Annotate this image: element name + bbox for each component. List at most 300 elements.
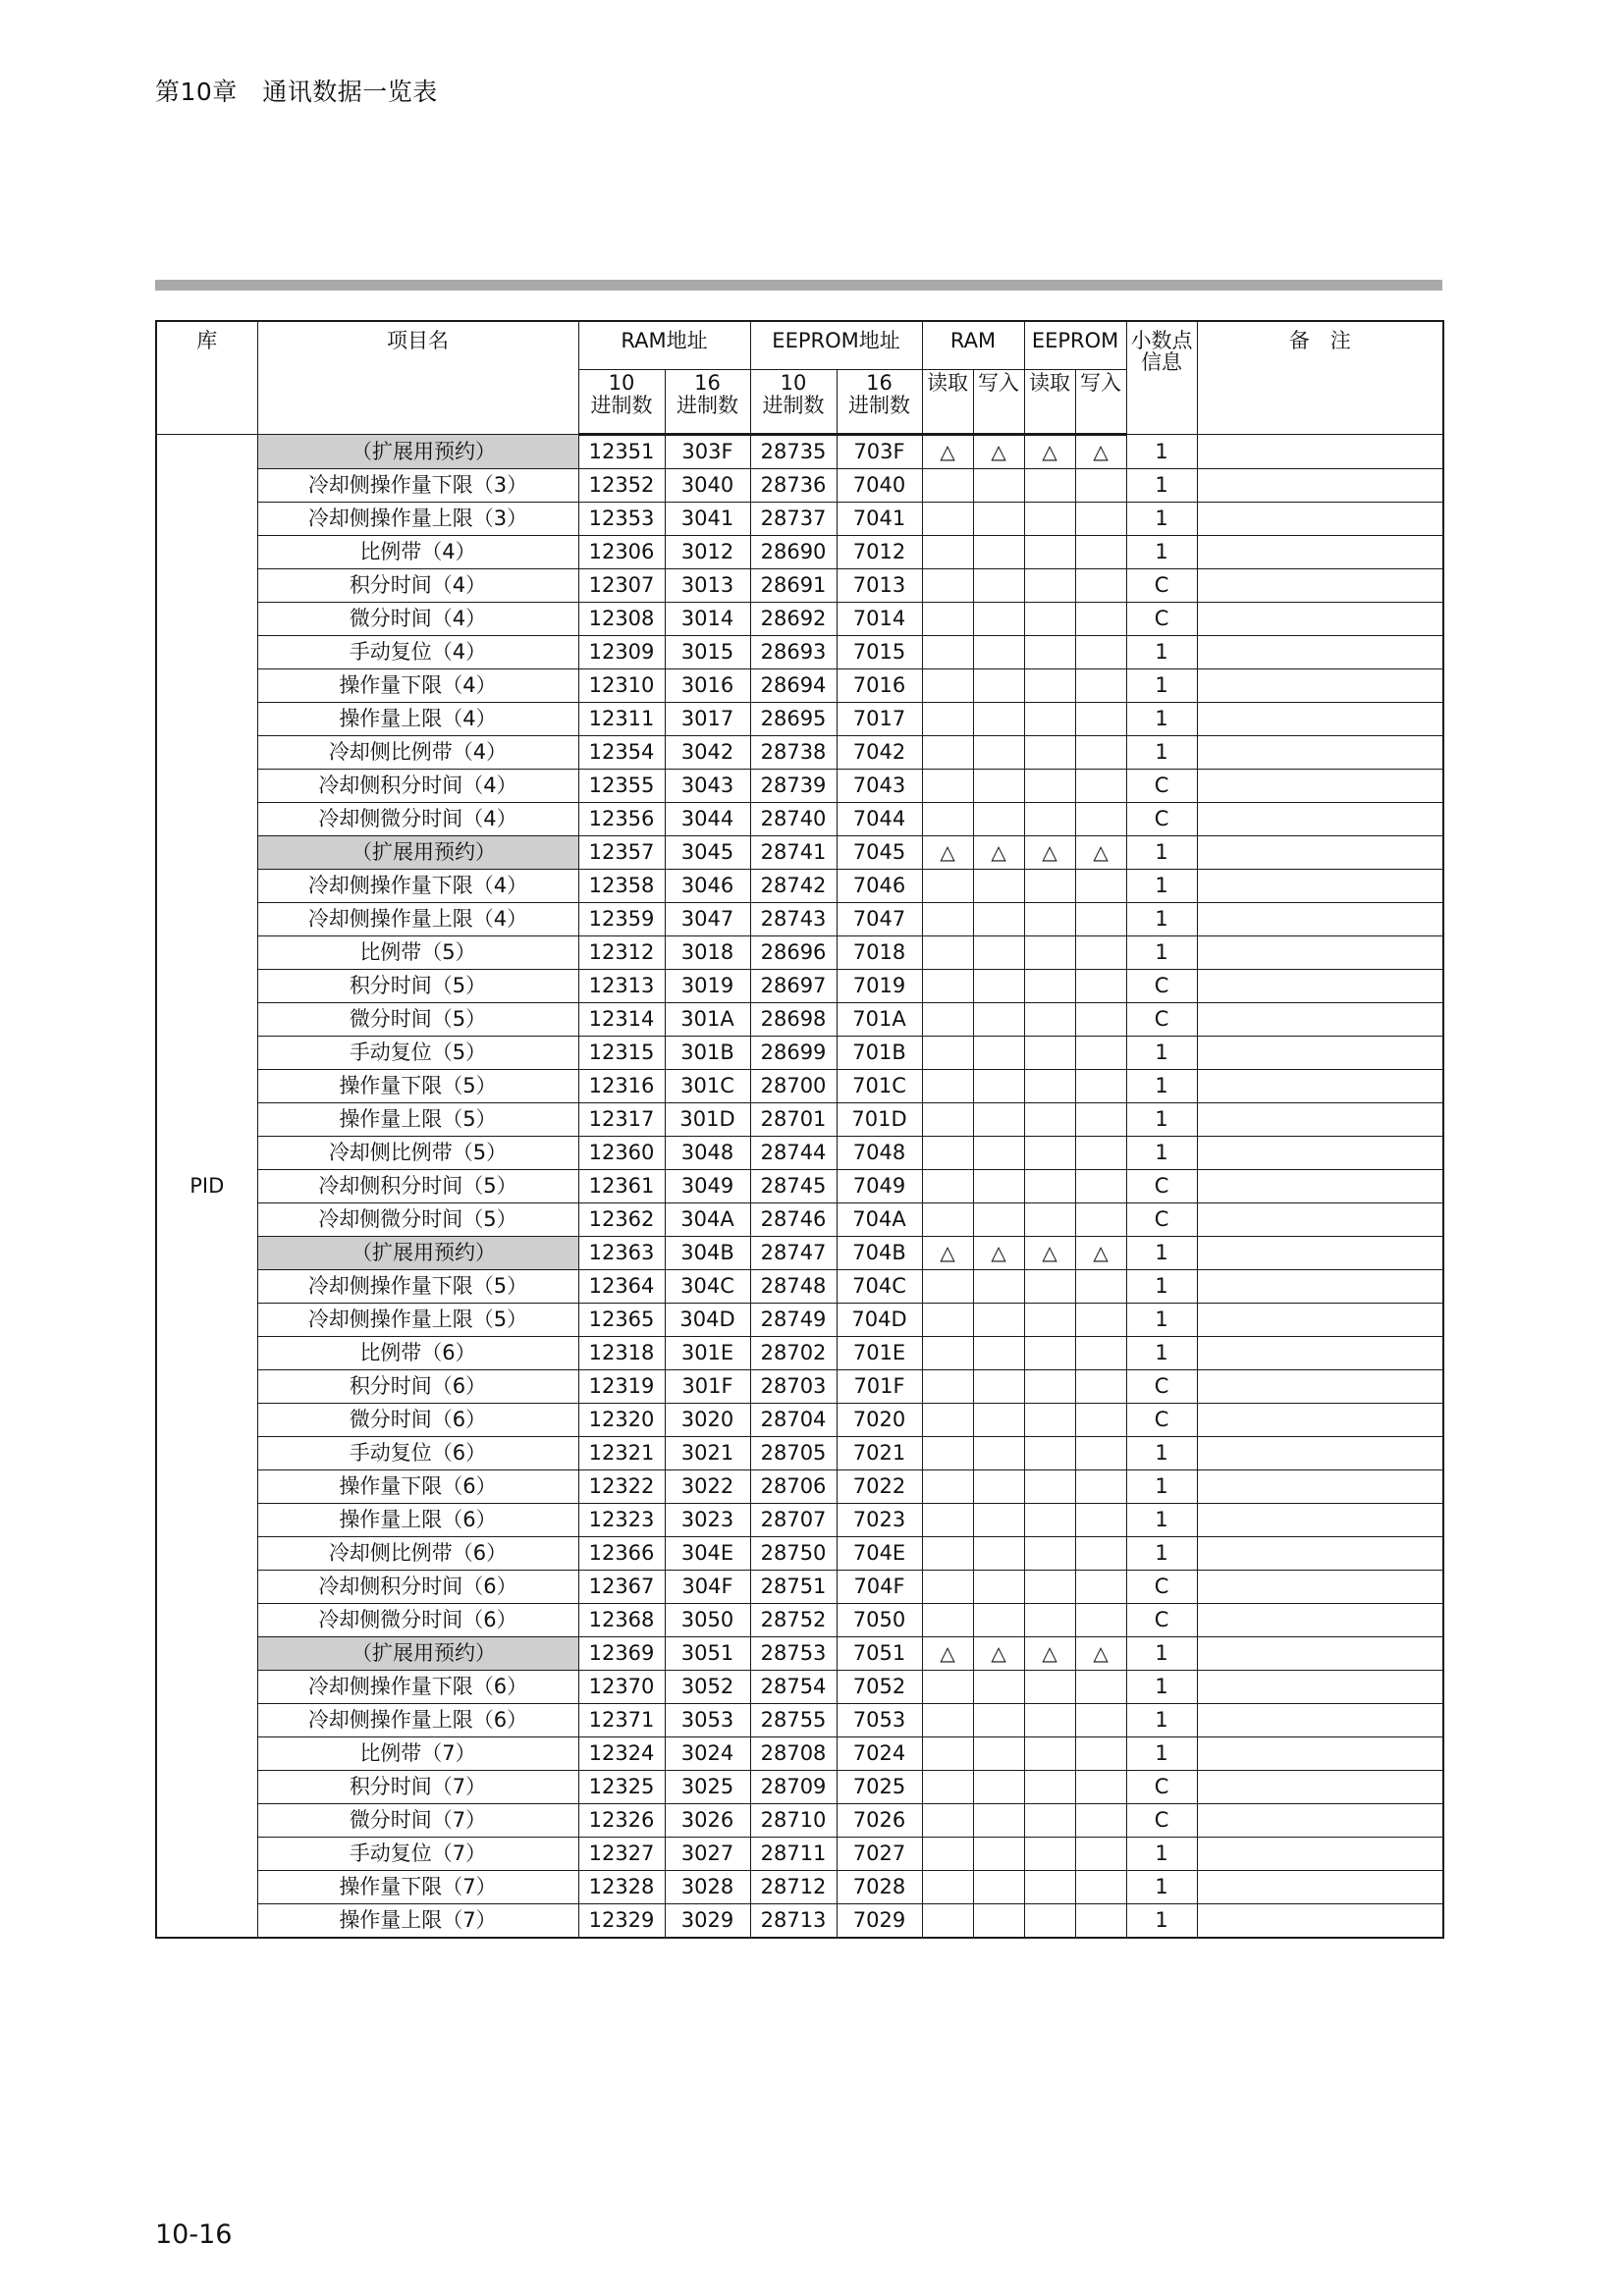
eeprom-hex-cell: 7012 bbox=[837, 536, 922, 569]
eeprom-dec-cell: 28696 bbox=[750, 936, 837, 970]
ram-read-cell bbox=[922, 1904, 973, 1939]
remarks-cell bbox=[1197, 1804, 1443, 1838]
eeprom-read-cell bbox=[1024, 903, 1075, 936]
decimal-info-cell: 1 bbox=[1126, 1537, 1197, 1571]
table-row bbox=[156, 469, 1443, 503]
ram-hex-cell: 3017 bbox=[665, 703, 750, 736]
eeprom-dec-cell: 28699 bbox=[750, 1037, 837, 1070]
table-row bbox=[156, 1337, 1443, 1370]
ram-write-cell bbox=[973, 803, 1024, 836]
table-row bbox=[156, 1404, 1443, 1437]
item-name-cell: 冷却侧操作量上限（3） bbox=[257, 503, 578, 536]
eeprom-hex-cell: 7029 bbox=[837, 1904, 922, 1939]
eeprom-dec-cell: 28749 bbox=[750, 1304, 837, 1337]
eeprom-write-cell bbox=[1075, 1304, 1126, 1337]
eeprom-dec-cell: 28706 bbox=[750, 1470, 837, 1504]
header-library: 库 bbox=[156, 321, 257, 435]
eeprom-read-cell: △ bbox=[1024, 1637, 1075, 1671]
ram-read-cell bbox=[922, 703, 973, 736]
eeprom-dec-cell: 28701 bbox=[750, 1103, 837, 1137]
ram-read-cell bbox=[922, 1304, 973, 1337]
header-eeprom-hex-line2: 进制数 bbox=[848, 394, 911, 418]
ram-hex-cell: 3040 bbox=[665, 469, 750, 503]
eeprom-hex-cell: 7028 bbox=[837, 1871, 922, 1904]
ram-read-cell bbox=[922, 1003, 973, 1037]
ram-dec-cell: 12367 bbox=[578, 1571, 665, 1604]
eeprom-write-cell bbox=[1075, 603, 1126, 636]
eeprom-write-cell bbox=[1075, 1604, 1126, 1637]
item-name-cell: 冷却侧操作量上限（5） bbox=[257, 1304, 578, 1337]
eeprom-read-cell bbox=[1024, 1370, 1075, 1404]
eeprom-read-cell bbox=[1024, 1170, 1075, 1203]
ram-read-cell bbox=[922, 1771, 973, 1804]
table-row bbox=[156, 1737, 1443, 1771]
eeprom-dec-cell: 28753 bbox=[750, 1637, 837, 1671]
eeprom-read-cell bbox=[1024, 636, 1075, 669]
ram-read-cell bbox=[922, 736, 973, 770]
remarks-cell bbox=[1197, 603, 1443, 636]
ram-dec-cell: 12325 bbox=[578, 1771, 665, 1804]
eeprom-read-cell bbox=[1024, 503, 1075, 536]
eeprom-write-cell bbox=[1075, 1037, 1126, 1070]
eeprom-dec-cell: 28703 bbox=[750, 1370, 837, 1404]
eeprom-read-cell bbox=[1024, 736, 1075, 770]
remarks-cell bbox=[1197, 469, 1443, 503]
ram-hex-cell: 301E bbox=[665, 1337, 750, 1370]
ram-hex-cell: 301D bbox=[665, 1103, 750, 1137]
ram-dec-cell: 12314 bbox=[578, 1003, 665, 1037]
ram-hex-cell: 3024 bbox=[665, 1737, 750, 1771]
header-ram-write: 写入 bbox=[973, 370, 1024, 435]
eeprom-hex-cell: 704D bbox=[837, 1304, 922, 1337]
table-row bbox=[156, 1904, 1443, 1939]
eeprom-read-cell bbox=[1024, 1504, 1075, 1537]
decimal-info-cell: C bbox=[1126, 1604, 1197, 1637]
item-name-cell: 微分时间（7） bbox=[257, 1804, 578, 1838]
eeprom-dec-cell: 28735 bbox=[750, 435, 837, 469]
ram-write-cell bbox=[973, 770, 1024, 803]
eeprom-read-cell bbox=[1024, 669, 1075, 703]
item-name-cell: 操作量下限（5） bbox=[257, 1070, 578, 1103]
ram-read-cell bbox=[922, 936, 973, 970]
eeprom-write-cell bbox=[1075, 1270, 1126, 1304]
ram-hex-cell: 3014 bbox=[665, 603, 750, 636]
eeprom-read-cell bbox=[1024, 1871, 1075, 1904]
remarks-cell bbox=[1197, 1070, 1443, 1103]
ram-write-cell bbox=[973, 1904, 1024, 1939]
decimal-info-cell: 1 bbox=[1126, 636, 1197, 669]
ram-hex-cell: 3051 bbox=[665, 1637, 750, 1671]
decimal-info-cell: 1 bbox=[1126, 1838, 1197, 1871]
ram-read-cell: △ bbox=[922, 836, 973, 870]
chapter-title: 第10章 通讯数据一览表 bbox=[155, 78, 438, 106]
ram-hex-cell: 304F bbox=[665, 1571, 750, 1604]
ram-write-cell bbox=[973, 1704, 1024, 1737]
decimal-info-cell: 1 bbox=[1126, 1270, 1197, 1304]
eeprom-dec-cell: 28691 bbox=[750, 569, 837, 603]
eeprom-write-cell: △ bbox=[1075, 1637, 1126, 1671]
remarks-cell bbox=[1197, 1370, 1443, 1404]
remarks-cell bbox=[1197, 836, 1443, 870]
remarks-cell bbox=[1197, 1771, 1443, 1804]
eeprom-read-cell bbox=[1024, 1604, 1075, 1637]
ram-dec-cell: 12320 bbox=[578, 1404, 665, 1437]
ram-write-cell bbox=[973, 736, 1024, 770]
ram-write-cell: △ bbox=[973, 1637, 1024, 1671]
item-name-cell: 积分时间（6） bbox=[257, 1370, 578, 1404]
ram-write-cell bbox=[973, 469, 1024, 503]
eeprom-hex-cell: 7040 bbox=[837, 469, 922, 503]
eeprom-read-cell bbox=[1024, 1437, 1075, 1470]
ram-hex-cell: 3015 bbox=[665, 636, 750, 669]
eeprom-read-cell bbox=[1024, 1037, 1075, 1070]
eeprom-read-cell bbox=[1024, 1337, 1075, 1370]
decimal-info-cell: C bbox=[1126, 1571, 1197, 1604]
ram-hex-cell: 304D bbox=[665, 1304, 750, 1337]
ram-read-cell bbox=[922, 503, 973, 536]
ram-read-cell bbox=[922, 1137, 973, 1170]
decimal-info-cell: 1 bbox=[1126, 1137, 1197, 1170]
item-name-cell: 积分时间（4） bbox=[257, 569, 578, 603]
ram-hex-cell: 3018 bbox=[665, 936, 750, 970]
eeprom-dec-cell: 28705 bbox=[750, 1437, 837, 1470]
ram-read-cell: △ bbox=[922, 1637, 973, 1671]
ram-write-cell bbox=[973, 1070, 1024, 1103]
remarks-cell bbox=[1197, 1671, 1443, 1704]
header-eeprom-write: 写入 bbox=[1075, 370, 1126, 435]
remarks-cell bbox=[1197, 1103, 1443, 1137]
eeprom-write-cell bbox=[1075, 1137, 1126, 1170]
item-name-cell: 冷却侧操作量上限（6） bbox=[257, 1704, 578, 1737]
eeprom-read-cell bbox=[1024, 1304, 1075, 1337]
decimal-info-cell: 1 bbox=[1126, 736, 1197, 770]
decimal-info-cell: C bbox=[1126, 1203, 1197, 1237]
ram-dec-cell: 12309 bbox=[578, 636, 665, 669]
ram-dec-cell: 12317 bbox=[578, 1103, 665, 1137]
ram-write-cell: △ bbox=[973, 435, 1024, 469]
item-name-cell: （扩展用预约） bbox=[257, 1237, 578, 1270]
communication-data-table bbox=[155, 320, 1444, 1939]
item-name-cell: 冷却侧微分时间（5） bbox=[257, 1203, 578, 1237]
ram-hex-cell: 3029 bbox=[665, 1904, 750, 1939]
header-ram: RAM bbox=[922, 321, 1024, 370]
decimal-info-cell: 1 bbox=[1126, 1337, 1197, 1370]
ram-write-cell bbox=[973, 1604, 1024, 1637]
ram-hex-cell: 3020 bbox=[665, 1404, 750, 1437]
eeprom-dec-cell: 28743 bbox=[750, 903, 837, 936]
item-name-cell: 手动复位（7） bbox=[257, 1838, 578, 1871]
ram-dec-cell: 12316 bbox=[578, 1070, 665, 1103]
header-ram-hex-line2: 进制数 bbox=[677, 394, 738, 418]
decimal-info-cell: 1 bbox=[1126, 469, 1197, 503]
ram-dec-cell: 12312 bbox=[578, 936, 665, 970]
ram-write-cell bbox=[973, 1003, 1024, 1037]
eeprom-dec-cell: 28745 bbox=[750, 1170, 837, 1203]
ram-dec-cell: 12357 bbox=[578, 836, 665, 870]
table-row bbox=[156, 1504, 1443, 1537]
eeprom-dec-cell: 28744 bbox=[750, 1137, 837, 1170]
ram-hex-cell: 3026 bbox=[665, 1804, 750, 1838]
ram-write-cell bbox=[973, 503, 1024, 536]
ram-read-cell bbox=[922, 469, 973, 503]
eeprom-hex-cell: 701A bbox=[837, 1003, 922, 1037]
ram-write-cell bbox=[973, 703, 1024, 736]
ram-dec-cell: 12310 bbox=[578, 669, 665, 703]
eeprom-read-cell bbox=[1024, 569, 1075, 603]
ram-read-cell bbox=[922, 1070, 973, 1103]
header-eeprom-hex-line1: 16 bbox=[866, 371, 893, 395]
item-name-cell: 操作量上限（7） bbox=[257, 1904, 578, 1939]
eeprom-hex-cell: 701B bbox=[837, 1037, 922, 1070]
ram-hex-cell: 301B bbox=[665, 1037, 750, 1070]
item-name-cell: 冷却侧比例带（6） bbox=[257, 1537, 578, 1571]
ram-read-cell bbox=[922, 536, 973, 569]
table-row bbox=[156, 1037, 1443, 1070]
item-name-cell: 冷却侧比例带（4） bbox=[257, 736, 578, 770]
item-name-cell: 比例带（5） bbox=[257, 936, 578, 970]
eeprom-read-cell bbox=[1024, 1537, 1075, 1571]
eeprom-dec-cell: 28739 bbox=[750, 770, 837, 803]
ram-write-cell bbox=[973, 1304, 1024, 1337]
decimal-info-cell: 1 bbox=[1126, 1103, 1197, 1137]
ram-write-cell bbox=[973, 1804, 1024, 1838]
item-name-cell: 冷却侧操作量下限（5） bbox=[257, 1270, 578, 1304]
ram-read-cell: △ bbox=[922, 435, 973, 469]
item-name-cell: 微分时间（6） bbox=[257, 1404, 578, 1437]
ram-dec-cell: 12318 bbox=[578, 1337, 665, 1370]
ram-read-cell bbox=[922, 1604, 973, 1637]
decimal-info-cell: 1 bbox=[1126, 1871, 1197, 1904]
item-name-cell: 冷却侧操作量下限（3） bbox=[257, 469, 578, 503]
ram-write-cell bbox=[973, 1404, 1024, 1437]
ram-read-cell bbox=[922, 1337, 973, 1370]
eeprom-dec-cell: 28694 bbox=[750, 669, 837, 703]
eeprom-write-cell bbox=[1075, 1470, 1126, 1504]
eeprom-write-cell bbox=[1075, 1070, 1126, 1103]
ram-hex-cell: 304E bbox=[665, 1537, 750, 1571]
eeprom-hex-cell: 703F bbox=[837, 435, 922, 469]
ram-hex-cell: 3053 bbox=[665, 1704, 750, 1737]
eeprom-hex-cell: 7014 bbox=[837, 603, 922, 636]
decimal-info-cell: 1 bbox=[1126, 1904, 1197, 1939]
table-row bbox=[156, 1838, 1443, 1871]
decimal-info-cell: 1 bbox=[1126, 703, 1197, 736]
eeprom-read-cell bbox=[1024, 1571, 1075, 1604]
remarks-cell bbox=[1197, 1704, 1443, 1737]
remarks-cell bbox=[1197, 1571, 1443, 1604]
ram-read-cell bbox=[922, 1704, 973, 1737]
eeprom-read-cell bbox=[1024, 603, 1075, 636]
eeprom-hex-cell: 7027 bbox=[837, 1838, 922, 1871]
decimal-info-cell: 1 bbox=[1126, 903, 1197, 936]
decimal-info-cell: C bbox=[1126, 569, 1197, 603]
eeprom-hex-cell: 7023 bbox=[837, 1504, 922, 1537]
ram-write-cell bbox=[973, 1270, 1024, 1304]
eeprom-hex-cell: 7046 bbox=[837, 870, 922, 903]
table-row bbox=[156, 836, 1443, 870]
ram-dec-cell: 12315 bbox=[578, 1037, 665, 1070]
item-name-cell: 操作量下限（7） bbox=[257, 1871, 578, 1904]
header-eeprom-dec-line2: 进制数 bbox=[762, 394, 825, 418]
ram-read-cell bbox=[922, 1370, 973, 1404]
ram-dec-cell: 12356 bbox=[578, 803, 665, 836]
eeprom-write-cell bbox=[1075, 1404, 1126, 1437]
ram-dec-cell: 12353 bbox=[578, 503, 665, 536]
eeprom-read-cell bbox=[1024, 936, 1075, 970]
table-row bbox=[156, 435, 1443, 469]
decimal-info-cell: 1 bbox=[1126, 1637, 1197, 1671]
ram-dec-cell: 12311 bbox=[578, 703, 665, 736]
eeprom-hex-cell: 7049 bbox=[837, 1170, 922, 1203]
decimal-info-cell: 1 bbox=[1126, 1237, 1197, 1270]
ram-hex-cell: 3045 bbox=[665, 836, 750, 870]
ram-hex-cell: 3013 bbox=[665, 569, 750, 603]
item-name-cell: （扩展用预约） bbox=[257, 435, 578, 469]
eeprom-write-cell bbox=[1075, 1771, 1126, 1804]
eeprom-read-cell bbox=[1024, 870, 1075, 903]
header-item-name: 项目名 bbox=[257, 321, 578, 435]
table-row bbox=[156, 669, 1443, 703]
eeprom-dec-cell: 28708 bbox=[750, 1737, 837, 1771]
decimal-info-cell: 1 bbox=[1126, 435, 1197, 469]
eeprom-hex-cell: 7052 bbox=[837, 1671, 922, 1704]
eeprom-write-cell bbox=[1075, 803, 1126, 836]
table-row bbox=[156, 1170, 1443, 1203]
remarks-cell bbox=[1197, 1537, 1443, 1571]
ram-read-cell bbox=[922, 1871, 973, 1904]
ram-write-cell bbox=[973, 1170, 1024, 1203]
ram-dec-cell: 12306 bbox=[578, 536, 665, 569]
eeprom-write-cell bbox=[1075, 1103, 1126, 1137]
eeprom-hex-cell: 704B bbox=[837, 1237, 922, 1270]
eeprom-write-cell bbox=[1075, 936, 1126, 970]
decimal-info-cell: 1 bbox=[1126, 1037, 1197, 1070]
eeprom-hex-cell: 7042 bbox=[837, 736, 922, 770]
eeprom-dec-cell: 28747 bbox=[750, 1237, 837, 1270]
remarks-cell bbox=[1197, 1838, 1443, 1871]
decimal-info-cell: 1 bbox=[1126, 1737, 1197, 1771]
ram-hex-cell: 3049 bbox=[665, 1170, 750, 1203]
table-row bbox=[156, 1537, 1443, 1571]
table-row bbox=[156, 536, 1443, 569]
table-row bbox=[156, 1237, 1443, 1270]
ram-dec-cell: 12360 bbox=[578, 1137, 665, 1170]
ram-dec-cell: 12355 bbox=[578, 770, 665, 803]
table-row bbox=[156, 1270, 1443, 1304]
ram-dec-cell: 12322 bbox=[578, 1470, 665, 1504]
eeprom-hex-cell: 7016 bbox=[837, 669, 922, 703]
eeprom-read-cell bbox=[1024, 1103, 1075, 1137]
ram-read-cell bbox=[922, 1537, 973, 1571]
ram-write-cell: △ bbox=[973, 836, 1024, 870]
table-row bbox=[156, 1103, 1443, 1137]
header-eeprom-hex bbox=[837, 370, 922, 435]
eeprom-dec-cell: 28713 bbox=[750, 1904, 837, 1939]
eeprom-dec-cell: 28752 bbox=[750, 1604, 837, 1637]
ram-write-cell bbox=[973, 1137, 1024, 1170]
eeprom-write-cell bbox=[1075, 1003, 1126, 1037]
eeprom-write-cell bbox=[1075, 970, 1126, 1003]
eeprom-hex-cell: 7022 bbox=[837, 1470, 922, 1504]
ram-read-cell bbox=[922, 1270, 973, 1304]
eeprom-write-cell bbox=[1075, 1871, 1126, 1904]
decimal-info-cell: 1 bbox=[1126, 836, 1197, 870]
table-row bbox=[156, 770, 1443, 803]
eeprom-write-cell bbox=[1075, 1571, 1126, 1604]
table-row bbox=[156, 1304, 1443, 1337]
eeprom-read-cell bbox=[1024, 1070, 1075, 1103]
ram-write-cell bbox=[973, 536, 1024, 569]
remarks-cell bbox=[1197, 636, 1443, 669]
eeprom-write-cell bbox=[1075, 1337, 1126, 1370]
ram-hex-cell: 3025 bbox=[665, 1771, 750, 1804]
eeprom-hex-cell: 7024 bbox=[837, 1737, 922, 1771]
table-row bbox=[156, 1203, 1443, 1237]
header-eeprom-dec-line1: 10 bbox=[780, 371, 807, 395]
eeprom-read-cell bbox=[1024, 1270, 1075, 1304]
eeprom-dec-cell: 28750 bbox=[750, 1537, 837, 1571]
table-row bbox=[156, 603, 1443, 636]
eeprom-dec-cell: 28751 bbox=[750, 1571, 837, 1604]
ram-write-cell bbox=[973, 1871, 1024, 1904]
eeprom-hex-cell: 7044 bbox=[837, 803, 922, 836]
eeprom-dec-cell: 28693 bbox=[750, 636, 837, 669]
decimal-info-cell: 1 bbox=[1126, 1304, 1197, 1337]
eeprom-read-cell bbox=[1024, 1838, 1075, 1871]
item-name-cell: 比例带（7） bbox=[257, 1737, 578, 1771]
eeprom-write-cell: △ bbox=[1075, 1237, 1126, 1270]
ram-write-cell bbox=[973, 1571, 1024, 1604]
table-row bbox=[156, 1871, 1443, 1904]
remarks-cell bbox=[1197, 903, 1443, 936]
eeprom-write-cell: △ bbox=[1075, 435, 1126, 469]
item-name-cell: 手动复位（6） bbox=[257, 1437, 578, 1470]
ram-dec-cell: 12351 bbox=[578, 435, 665, 469]
item-name-cell: 积分时间（7） bbox=[257, 1771, 578, 1804]
eeprom-dec-cell: 28695 bbox=[750, 703, 837, 736]
eeprom-hex-cell: 7051 bbox=[837, 1637, 922, 1671]
decimal-info-cell: 1 bbox=[1126, 870, 1197, 903]
table-row bbox=[156, 936, 1443, 970]
ram-read-cell bbox=[922, 970, 973, 1003]
item-name-cell: 冷却侧操作量下限（6） bbox=[257, 1671, 578, 1704]
ram-dec-cell: 12371 bbox=[578, 1704, 665, 1737]
ram-read-cell bbox=[922, 1504, 973, 1537]
table-row bbox=[156, 1571, 1443, 1604]
ram-read-cell bbox=[922, 903, 973, 936]
table-row bbox=[156, 703, 1443, 736]
eeprom-dec-cell: 28697 bbox=[750, 970, 837, 1003]
table-row bbox=[156, 1637, 1443, 1671]
eeprom-dec-cell: 28740 bbox=[750, 803, 837, 836]
eeprom-read-cell: △ bbox=[1024, 1237, 1075, 1270]
header-ram-dec-line1: 10 bbox=[608, 371, 635, 395]
table-row bbox=[156, 970, 1443, 1003]
item-name-cell: 比例带（4） bbox=[257, 536, 578, 569]
eeprom-write-cell bbox=[1075, 1904, 1126, 1939]
eeprom-read-cell bbox=[1024, 970, 1075, 1003]
table-row bbox=[156, 1370, 1443, 1404]
ram-read-cell bbox=[922, 1804, 973, 1838]
eeprom-dec-cell: 28709 bbox=[750, 1771, 837, 1804]
eeprom-write-cell bbox=[1075, 703, 1126, 736]
eeprom-dec-cell: 28690 bbox=[750, 536, 837, 569]
eeprom-hex-cell: 7026 bbox=[837, 1804, 922, 1838]
eeprom-hex-cell: 701C bbox=[837, 1070, 922, 1103]
item-name-cell: 冷却侧操作量上限（4） bbox=[257, 903, 578, 936]
item-name-cell: （扩展用预约） bbox=[257, 836, 578, 870]
remarks-cell bbox=[1197, 435, 1443, 469]
